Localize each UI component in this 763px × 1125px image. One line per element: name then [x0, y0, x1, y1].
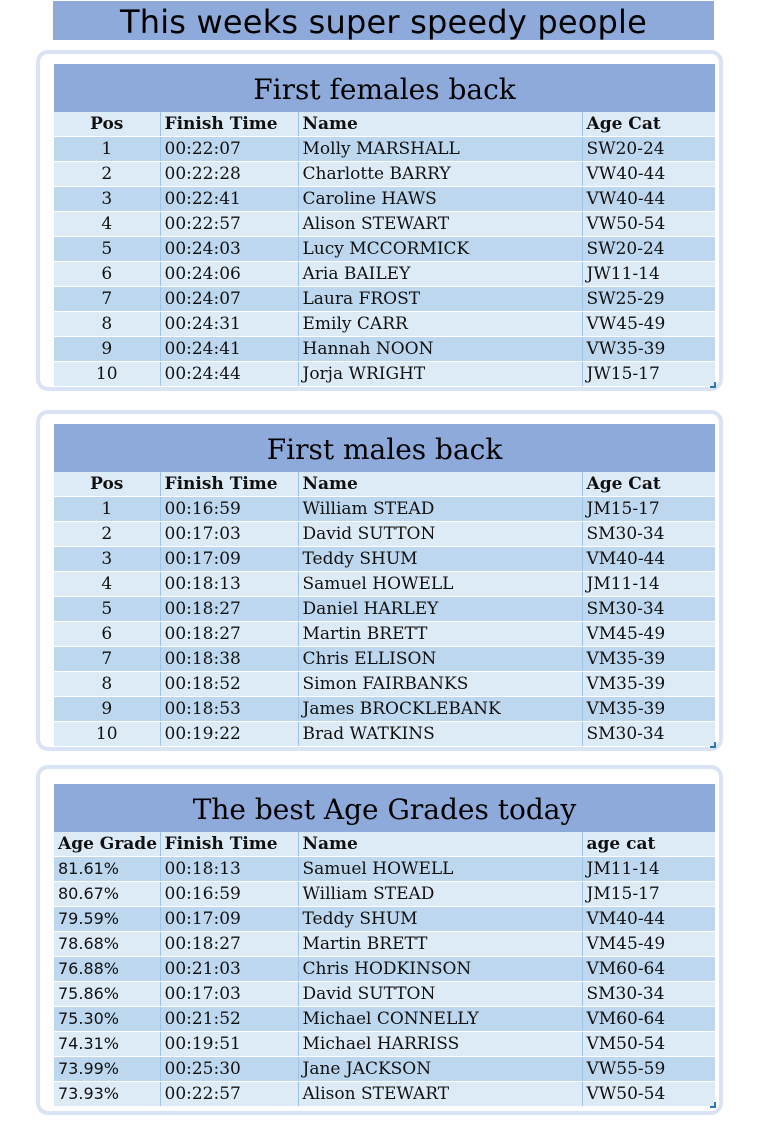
- table-row: [54, 287, 715, 312]
- table-cell: Daniel HARLEY: [298, 597, 582, 622]
- table-cell: Emily CARR: [298, 312, 582, 337]
- column-header: Age Cat: [582, 112, 715, 137]
- table-cell: 00:22:07: [160, 137, 298, 162]
- table-cell: 79.59%: [54, 907, 160, 932]
- table-cell: 5: [54, 597, 160, 622]
- table-cell: 2: [54, 162, 160, 187]
- table-cell: VW35-39: [582, 337, 715, 362]
- table-cell: 75.86%: [54, 982, 160, 1007]
- age-grades-sheet: [54, 784, 715, 1107]
- table-cell: VW55-59: [582, 1057, 715, 1082]
- table-cell: 00:16:59: [160, 882, 298, 907]
- table-cell: SW20-24: [582, 137, 715, 162]
- table-cell: 00:24:03: [160, 237, 298, 262]
- males-panel: [36, 410, 723, 751]
- page-title: This weeks super speedy people: [53, 1, 714, 40]
- table-cell: 76.88%: [54, 957, 160, 982]
- table-row: [54, 312, 715, 337]
- table-cell: Teddy SHUM: [298, 547, 582, 572]
- table-cell: 75.30%: [54, 1007, 160, 1032]
- table-cell: VM35-39: [582, 672, 715, 697]
- table-row: [54, 262, 715, 287]
- table-cell: 00:17:03: [160, 982, 298, 1007]
- table-cell: 80.67%: [54, 882, 160, 907]
- table-cell: 00:17:09: [160, 547, 298, 572]
- table-cell: VM60-64: [582, 1007, 715, 1032]
- table-row: [54, 547, 715, 572]
- age-grades-panel: [36, 765, 723, 1115]
- females-title: First females back: [54, 64, 715, 112]
- table-cell: 10: [54, 362, 160, 387]
- table-row: [54, 212, 715, 237]
- column-header: Name: [298, 112, 582, 137]
- table-cell: VW45-49: [582, 312, 715, 337]
- table-cell: 3: [54, 187, 160, 212]
- table-cell: Martin BRETT: [298, 622, 582, 647]
- column-header: Name: [298, 832, 582, 857]
- column-header: Finish Time: [160, 472, 298, 497]
- table-row: [54, 722, 715, 747]
- table-cell: 81.61%: [54, 857, 160, 882]
- age-grades-table: [54, 832, 715, 1107]
- table-cell: 00:18:13: [160, 572, 298, 597]
- table-cell: VW40-44: [582, 162, 715, 187]
- table-row: [54, 162, 715, 187]
- table-cell: 00:24:44: [160, 362, 298, 387]
- table-cell: SM30-34: [582, 722, 715, 747]
- table-cell: SM30-34: [582, 982, 715, 1007]
- table-cell: VM50-54: [582, 1032, 715, 1057]
- table-cell: 00:22:41: [160, 187, 298, 212]
- table-cell: David SUTTON: [298, 522, 582, 547]
- table-cell: William STEAD: [298, 497, 582, 522]
- table-cell: 1: [54, 137, 160, 162]
- table-cell: JM15-17: [582, 882, 715, 907]
- table-cell: 00:19:22: [160, 722, 298, 747]
- table-cell: Michael HARRISS: [298, 1032, 582, 1057]
- table-cell: VM35-39: [582, 647, 715, 672]
- table-row: [54, 907, 715, 932]
- table-cell: Hannah NOON: [298, 337, 582, 362]
- table-cell: 1: [54, 497, 160, 522]
- table-cell: 73.93%: [54, 1082, 160, 1107]
- table-cell: SM30-34: [582, 522, 715, 547]
- table-cell: 00:24:07: [160, 287, 298, 312]
- age-grades-title: The best Age Grades today: [54, 784, 715, 832]
- table-cell: JW11-14: [582, 262, 715, 287]
- females-table: [54, 112, 715, 387]
- table-row: [54, 932, 715, 957]
- table-row: [54, 1057, 715, 1082]
- table-row: [54, 522, 715, 547]
- table-cell: 00:16:59: [160, 497, 298, 522]
- table-cell: 00:19:51: [160, 1032, 298, 1057]
- table-cell: 4: [54, 212, 160, 237]
- table-cell: 5: [54, 237, 160, 262]
- table-cell: Caroline HAWS: [298, 187, 582, 212]
- table-cell: VM45-49: [582, 932, 715, 957]
- table-cell: VM45-49: [582, 622, 715, 647]
- table-cell: 6: [54, 622, 160, 647]
- column-header: Finish Time: [160, 832, 298, 857]
- table-cell: VW50-54: [582, 212, 715, 237]
- males-title: First males back: [54, 424, 715, 472]
- table-cell: 73.99%: [54, 1057, 160, 1082]
- resize-handle[interactable]: [710, 1102, 716, 1108]
- table-cell: Brad WATKINS: [298, 722, 582, 747]
- table-cell: Jane JACKSON: [298, 1057, 582, 1082]
- table-row: [54, 622, 715, 647]
- table-cell: VW40-44: [582, 187, 715, 212]
- table-cell: 7: [54, 287, 160, 312]
- header-row: [54, 472, 715, 497]
- table-row: [54, 597, 715, 622]
- table-cell: SM30-34: [582, 597, 715, 622]
- table-cell: VM60-64: [582, 957, 715, 982]
- table-cell: 00:21:03: [160, 957, 298, 982]
- table-cell: Chris HODKINSON: [298, 957, 582, 982]
- table-cell: Lucy MCCORMICK: [298, 237, 582, 262]
- table-cell: 00:17:09: [160, 907, 298, 932]
- table-cell: 9: [54, 697, 160, 722]
- table-cell: JW15-17: [582, 362, 715, 387]
- table-cell: David SUTTON: [298, 982, 582, 1007]
- table-cell: VM40-44: [582, 907, 715, 932]
- table-row: [54, 882, 715, 907]
- table-cell: JM11-14: [582, 572, 715, 597]
- table-cell: Samuel HOWELL: [298, 857, 582, 882]
- table-cell: 00:24:31: [160, 312, 298, 337]
- table-cell: 00:22:28: [160, 162, 298, 187]
- column-header: Pos: [54, 112, 160, 137]
- table-row: [54, 187, 715, 212]
- females-sheet: [54, 64, 715, 387]
- table-cell: Alison STEWART: [298, 1082, 582, 1107]
- table-cell: 00:25:30: [160, 1057, 298, 1082]
- table-cell: 74.31%: [54, 1032, 160, 1057]
- table-cell: SW20-24: [582, 237, 715, 262]
- table-cell: 00:18:27: [160, 932, 298, 957]
- table-cell: JM15-17: [582, 497, 715, 522]
- table-cell: 00:18:27: [160, 622, 298, 647]
- column-header: Age Cat: [582, 472, 715, 497]
- table-cell: 00:18:13: [160, 857, 298, 882]
- table-cell: 3: [54, 547, 160, 572]
- table-row: [54, 237, 715, 262]
- males-sheet: [54, 424, 715, 747]
- table-cell: 00:18:27: [160, 597, 298, 622]
- table-cell: Molly MARSHALL: [298, 137, 582, 162]
- table-cell: VM35-39: [582, 697, 715, 722]
- table-cell: Samuel HOWELL: [298, 572, 582, 597]
- table-row: [54, 1032, 715, 1057]
- table-row: [54, 1082, 715, 1107]
- table-cell: 00:22:57: [160, 212, 298, 237]
- column-header: Name: [298, 472, 582, 497]
- males-table: [54, 472, 715, 747]
- table-cell: VW50-54: [582, 1082, 715, 1107]
- table-row: [54, 1007, 715, 1032]
- header-row: [54, 112, 715, 137]
- table-row: [54, 957, 715, 982]
- table-cell: 00:22:57: [160, 1082, 298, 1107]
- table-cell: Aria BAILEY: [298, 262, 582, 287]
- table-row: [54, 672, 715, 697]
- table-cell: 00:18:53: [160, 697, 298, 722]
- column-header: age cat: [582, 832, 715, 857]
- column-header: Pos: [54, 472, 160, 497]
- table-cell: JM11-14: [582, 857, 715, 882]
- table-cell: Alison STEWART: [298, 212, 582, 237]
- column-header: Finish Time: [160, 112, 298, 137]
- resize-handle[interactable]: [710, 382, 716, 388]
- table-cell: Laura FROST: [298, 287, 582, 312]
- table-cell: Simon FAIRBANKS: [298, 672, 582, 697]
- females-panel: [36, 50, 723, 391]
- column-header: Age Grade: [54, 832, 160, 857]
- header-row: [54, 832, 715, 857]
- table-row: [54, 857, 715, 882]
- table-row: [54, 572, 715, 597]
- table-cell: 78.68%: [54, 932, 160, 957]
- table-row: [54, 697, 715, 722]
- table-cell: Teddy SHUM: [298, 907, 582, 932]
- resize-handle[interactable]: [710, 742, 716, 748]
- table-cell: 9: [54, 337, 160, 362]
- table-cell: William STEAD: [298, 882, 582, 907]
- table-row: [54, 337, 715, 362]
- table-cell: 00:18:52: [160, 672, 298, 697]
- table-cell: James BROCKLEBANK: [298, 697, 582, 722]
- table-row: [54, 137, 715, 162]
- table-cell: Martin BRETT: [298, 932, 582, 957]
- table-cell: 8: [54, 312, 160, 337]
- table-cell: 00:24:41: [160, 337, 298, 362]
- table-cell: 00:18:38: [160, 647, 298, 672]
- table-row: [54, 982, 715, 1007]
- table-cell: 7: [54, 647, 160, 672]
- table-cell: 00:17:03: [160, 522, 298, 547]
- table-cell: 00:21:52: [160, 1007, 298, 1032]
- table-cell: 8: [54, 672, 160, 697]
- table-row: [54, 647, 715, 672]
- table-cell: Michael CONNELLY: [298, 1007, 582, 1032]
- table-cell: Charlotte BARRY: [298, 162, 582, 187]
- table-cell: VM40-44: [582, 547, 715, 572]
- table-cell: SW25-29: [582, 287, 715, 312]
- table-cell: Jorja WRIGHT: [298, 362, 582, 387]
- table-cell: 4: [54, 572, 160, 597]
- table-row: [54, 362, 715, 387]
- table-cell: 00:24:06: [160, 262, 298, 287]
- table-row: [54, 497, 715, 522]
- table-cell: 2: [54, 522, 160, 547]
- table-cell: 6: [54, 262, 160, 287]
- table-cell: 10: [54, 722, 160, 747]
- table-cell: Chris ELLISON: [298, 647, 582, 672]
